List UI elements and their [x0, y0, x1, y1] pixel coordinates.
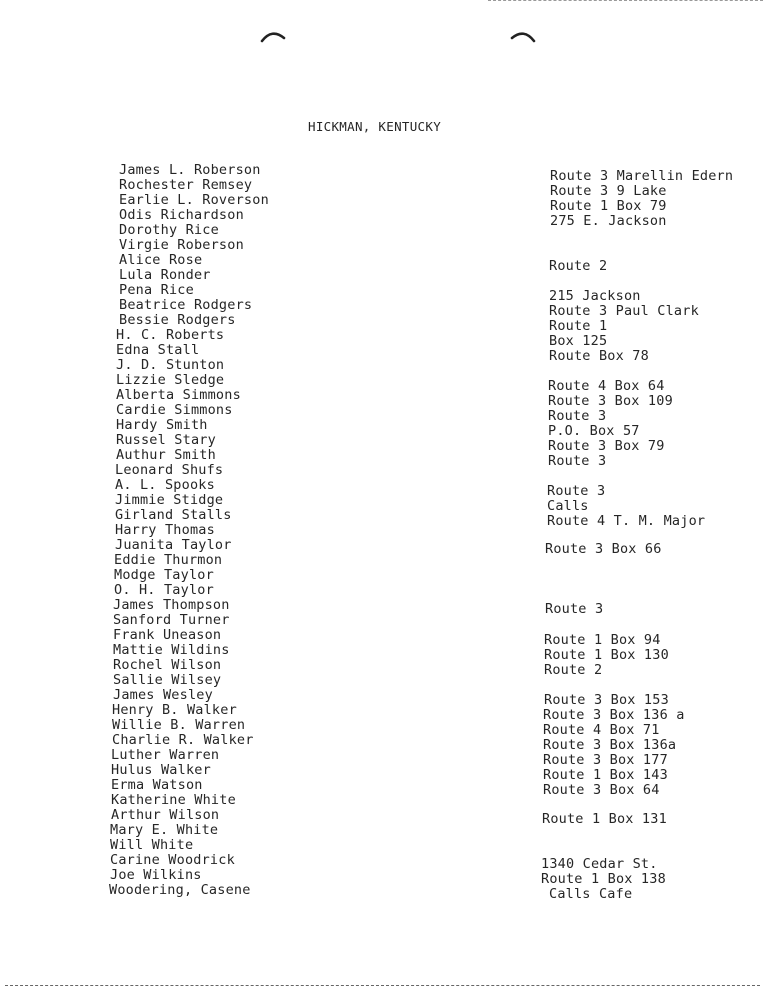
address-entry: Route 3 Box 153	[544, 692, 669, 708]
address-entry: Route 2	[544, 662, 603, 678]
name-entry: Pena Rice	[119, 282, 194, 298]
binder-hole-left-icon	[258, 28, 288, 44]
name-entry: Beatrice Rodgers	[119, 297, 253, 313]
name-entry: Rochel Wilson	[113, 657, 222, 673]
name-entry: H. C. Roberts	[116, 327, 225, 343]
address-entry: P.O. Box 57	[548, 423, 640, 439]
name-entry: Henry B. Walker	[112, 702, 237, 718]
address-entry: Calls Cafe	[549, 886, 633, 902]
name-entry: Bessie Rodgers	[119, 312, 236, 328]
name-entry: Willie B. Warren	[112, 717, 246, 733]
name-entry: Mattie Wildins	[113, 642, 230, 658]
name-entry: Katherine White	[111, 792, 236, 808]
address-entry: Route 1 Box 130	[544, 647, 669, 663]
name-entry: J. D. Stunton	[116, 357, 225, 373]
address-entry: Route 4 Box 64	[548, 378, 665, 394]
address-entry: Route 1 Box 94	[544, 632, 661, 648]
address-entry: Route 3 Marellin Edern	[550, 168, 734, 184]
address-entry: Calls	[547, 498, 589, 514]
name-entry: James Wesley	[113, 687, 213, 703]
name-entry: Hulus Walker	[111, 762, 211, 778]
address-entry: Route 3 Box 79	[548, 438, 665, 454]
name-entry: Sallie Wilsey	[113, 672, 222, 688]
name-entry: Rochester Remsey	[119, 177, 253, 193]
address-entry: Route 1	[549, 318, 608, 334]
name-entry: Alice Rose	[119, 252, 203, 268]
name-entry: Leonard Shufs	[115, 462, 224, 478]
name-entry: Cardie Simmons	[116, 402, 233, 418]
address-entry: 1340 Cedar St.	[541, 856, 658, 872]
name-entry: Jimmie Stidge	[115, 492, 224, 508]
address-entry: Route 3	[548, 408, 607, 424]
address-entry: Box 125	[549, 333, 608, 349]
name-entry: Woodering, Casene	[109, 882, 251, 898]
name-entry: Juanita Taylor	[115, 537, 232, 553]
name-entry: Sanford Turner	[113, 612, 230, 628]
name-entry: Frank Uneason	[113, 627, 222, 643]
name-entry: Virgie Roberson	[119, 237, 244, 253]
name-entry: Will White	[110, 837, 194, 853]
name-entry: Luther Warren	[111, 747, 220, 763]
address-entry: Route 1 Box 138	[541, 871, 666, 887]
bottom-edge-rule	[5, 985, 760, 986]
name-entry: James L. Roberson	[119, 162, 261, 178]
address-entry: Route 3	[547, 483, 606, 499]
page-title: HICKMAN, KENTUCKY	[308, 119, 442, 134]
name-entry: Girland Stalls	[115, 507, 232, 523]
name-entry: Erma Watson	[111, 777, 203, 793]
name-entry: Odis Richardson	[119, 207, 244, 223]
address-entry: 275 E. Jackson	[550, 213, 667, 229]
top-edge-dashes	[488, 0, 763, 4]
address-entry: Route 3 Box 66	[545, 541, 662, 557]
name-entry: Carine Woodrick	[110, 852, 235, 868]
name-entry: A. L. Spooks	[115, 477, 215, 493]
address-entry: Route 3	[548, 453, 607, 469]
binder-hole-right-icon	[508, 28, 538, 44]
name-entry: Mary E. White	[110, 822, 219, 838]
address-entry: Route 3 Box 64	[543, 782, 660, 798]
name-entry: Lizzie Sledge	[116, 372, 225, 388]
address-entry: Route 3 Box 136a	[543, 737, 677, 753]
name-entry: Modge Taylor	[114, 567, 214, 583]
address-entry: Route 3	[545, 601, 604, 617]
address-entry: Route 1 Box 131	[542, 811, 667, 827]
name-entry: O. H. Taylor	[114, 582, 214, 598]
name-entry: Joe Wilkins	[110, 867, 202, 883]
name-entry: Dorothy Rice	[119, 222, 219, 238]
address-entry: Route 3 9 Lake	[550, 183, 667, 199]
name-entry: Arthur Wilson	[111, 807, 220, 823]
address-entry: Route 3 Box 109	[548, 393, 673, 409]
name-entry: Authur Smith	[116, 447, 216, 463]
name-entry: Eddie Thurmon	[114, 552, 223, 568]
address-entry: Route 4 T. M. Major	[547, 513, 706, 529]
address-entry: Route 3 Paul Clark	[549, 303, 699, 319]
name-entry: Hardy Smith	[116, 417, 208, 433]
address-entry: Route 3 Box 136 a	[543, 707, 685, 723]
address-entry: Route 1 Box 79	[550, 198, 667, 214]
address-entry: Route 1 Box 143	[543, 767, 668, 783]
name-entry: Edna Stall	[116, 342, 200, 358]
name-entry: Earlie L. Roverson	[119, 192, 269, 208]
name-entry: Charlie R. Walker	[112, 732, 254, 748]
name-entry: Harry Thomas	[115, 522, 215, 538]
address-entry: Route Box 78	[549, 348, 649, 364]
name-entry: Alberta Simmons	[116, 387, 241, 403]
address-entry: 215 Jackson	[549, 288, 641, 304]
name-entry: James Thompson	[113, 597, 230, 613]
name-entry: Lula Ronder	[119, 267, 211, 283]
address-entry: Route 4 Box 71	[543, 722, 660, 738]
address-entry: Route 3 Box 177	[543, 752, 668, 768]
address-entry: Route 2	[549, 258, 608, 274]
name-entry: Russel Stary	[116, 432, 216, 448]
